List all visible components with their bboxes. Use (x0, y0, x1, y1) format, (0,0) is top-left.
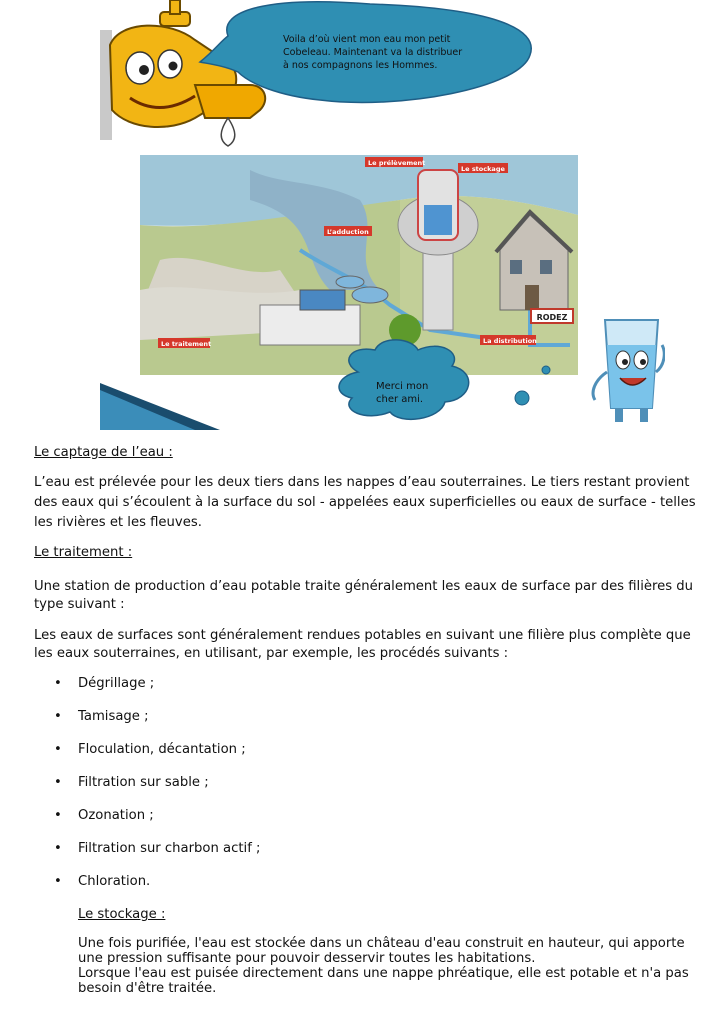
bullet-icon: • (54, 841, 62, 856)
cloud-bubble-line-2: cher ami. (376, 394, 424, 405)
list-item (34, 807, 260, 840)
slide-corner-highlight (100, 390, 195, 430)
list-item (34, 873, 260, 906)
paragraph-traitement-1: Une station de production d’eau potable traite généralement les eaux de surface par des filières du type suivant : (34, 579, 694, 612)
bullet-icon: • (54, 874, 62, 889)
heading-captage: Le captage de l’eau : (34, 445, 173, 460)
list-item (34, 774, 260, 807)
svg-text:Le stockage: Le stockage (461, 165, 505, 173)
list-item-label: Ozonation ; (78, 808, 154, 823)
list-item (34, 675, 260, 708)
bullet-icon: • (54, 676, 62, 691)
cloud-bubble-line-1: Merci mon (376, 381, 429, 392)
list-item (34, 840, 260, 873)
water-cycle-illustration (100, 0, 665, 430)
speech-bubble-line-1: Voila d’où vient mon eau mon petit (283, 34, 451, 45)
step-label-stockage (458, 163, 508, 173)
list-item-label: Filtration sur sable ; (78, 775, 209, 790)
list-item-label: Floculation, décantation ; (78, 742, 246, 757)
list-item-label: Tamisage ; (78, 709, 149, 724)
svg-text:La distribution: La distribution (483, 337, 537, 345)
bullet-icon: • (54, 775, 62, 790)
step-label-adduction (324, 226, 372, 236)
speech-bubble-line-3: à nos compagnons les Hommes. (283, 60, 438, 71)
list-item (34, 708, 260, 741)
water-glass-character (593, 320, 664, 422)
paragraph-traitement-2: Les eaux de surfaces sont généralement rendues potables en suivant une filière plus complète que les eaux souterraines, en utilisant, par exemple, les procédés suivants : (34, 628, 691, 661)
step-label-prelevement (365, 157, 425, 167)
step-label-distribution (480, 335, 537, 345)
step-label-traitement (158, 338, 211, 348)
bullet-icon: • (54, 742, 62, 757)
list-item (34, 741, 260, 774)
svg-text:Le traitement: Le traitement (161, 340, 212, 348)
water-network-map (140, 155, 578, 375)
paragraph-stockage: Une fois purifiée, l'eau est stockée dans un château d'eau construit en hauteur, qui apporte une pression suffisante pour pouvoir desservir toutes les habitations. Lorsque l'eau est puisée directement dans une nappe phréatique, elle est potable et n'a pas besoin d'être traitée. (78, 936, 689, 996)
heading-stockage: Le stockage : (78, 907, 166, 922)
illustration-canvas (100, 0, 665, 430)
bullet-icon: • (54, 808, 62, 823)
paragraph-captage: L’eau est prélevée pour les deux tiers dans les nappes d’eau souterraines. Le tiers restant provient des eaux qui s’écoulent à la surface du sol - appelées eaux superficielles ou eaux de surface - telles les rivières et les fleuves. (34, 475, 696, 530)
town-sign: RODEZ (536, 313, 568, 322)
speech-bubble-line-2: Cobeleau. Maintenant va la distribuer (283, 47, 463, 58)
list-item-label: Dégrillage ; (78, 676, 155, 691)
bullet-icon: • (54, 709, 62, 724)
svg-text:Le prélèvement: Le prélèvement (368, 159, 426, 167)
svg-text:L’adduction: L’adduction (327, 228, 369, 236)
procedes-list (34, 675, 260, 906)
list-item-label: Chloration. (78, 874, 151, 889)
heading-traitement: Le traitement : (34, 545, 133, 560)
list-item-label: Filtration sur charbon actif ; (78, 841, 261, 856)
